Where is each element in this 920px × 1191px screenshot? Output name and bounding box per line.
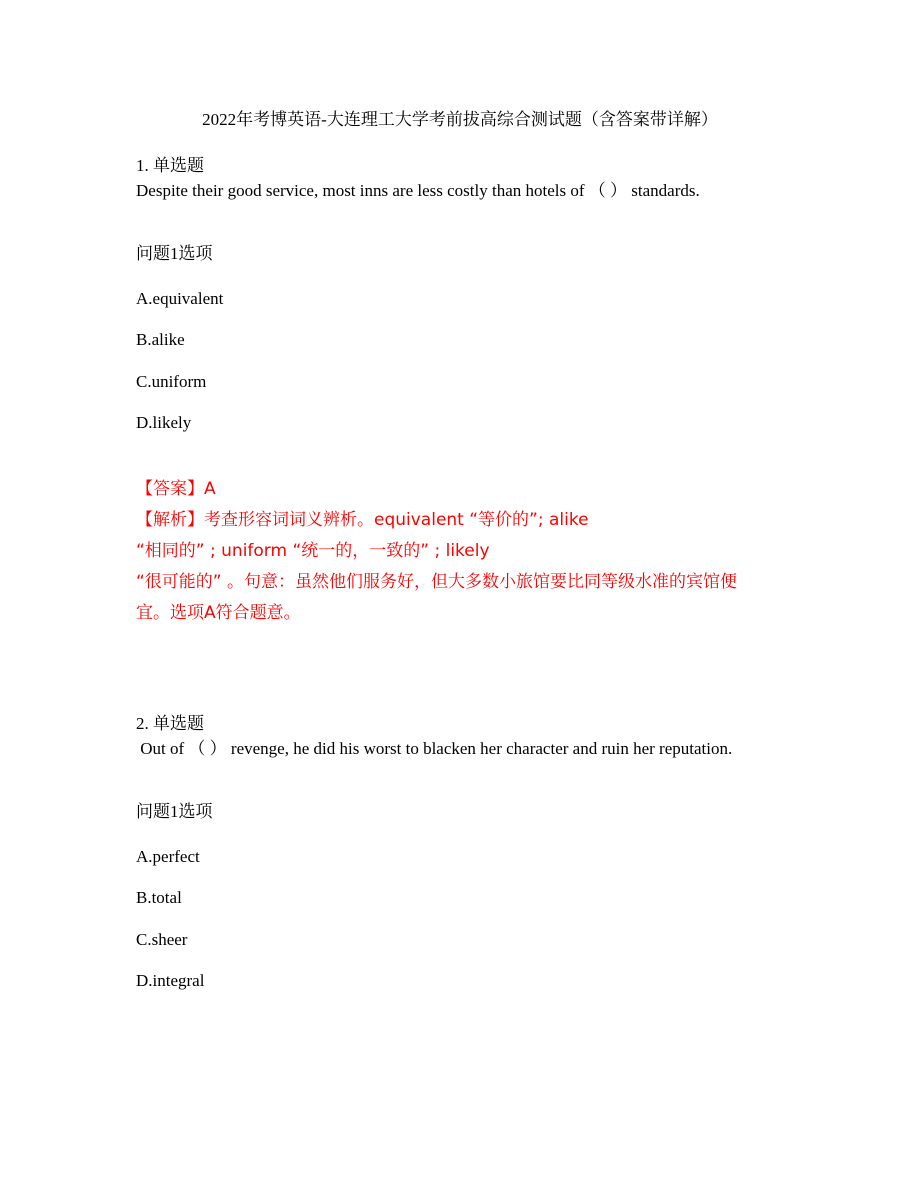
question-2-option-d: D.integral [136, 971, 205, 990]
question-1-stem: Despite their good service, most inns are less costly than hotels of （ ） standards. [136, 181, 700, 200]
question-1-option-d: D.likely [136, 413, 192, 432]
question-2-option-c: C.sheer [136, 930, 188, 949]
question-1-options-label: 问题1选项 [136, 244, 213, 263]
question-1-option-a: A.equivalent [136, 289, 224, 308]
document-title: 2022年考博英语-大连理工大学考前拔高综合测试题（含答案带详解） [202, 110, 718, 129]
question-2-stem: Out of （ ） revenge, he did his worst to blacken her character and ruin her reputation. [136, 739, 733, 758]
explanation-line: “很可能的” 。句意：虽然他们服务好，但大多数小旅馆要比同等级水准的宾馆便 [136, 572, 738, 592]
question-1-label: 1. 单选题 [136, 156, 204, 175]
question-2-label: 2. 单选题 [136, 714, 204, 733]
explanation-line: “相同的” ; uniform “统一的，一致的” ; likely [136, 541, 490, 561]
question-1-answer-explanation [136, 474, 796, 634]
question-1-option-c: C.uniform [136, 372, 207, 391]
explanation-line: 【解析】考查形容词词义辨析。equivalent “等价的”; alike [136, 510, 589, 530]
answer-line: 【答案】A [136, 479, 216, 499]
question-2-options-label: 问题1选项 [136, 802, 213, 821]
question-1-option-b: B.alike [136, 330, 185, 349]
question-2-option-b: B.total [136, 888, 182, 907]
explanation-line: 宜。选项A符合题意。 [136, 603, 301, 623]
question-2-option-a: A.perfect [136, 847, 200, 866]
